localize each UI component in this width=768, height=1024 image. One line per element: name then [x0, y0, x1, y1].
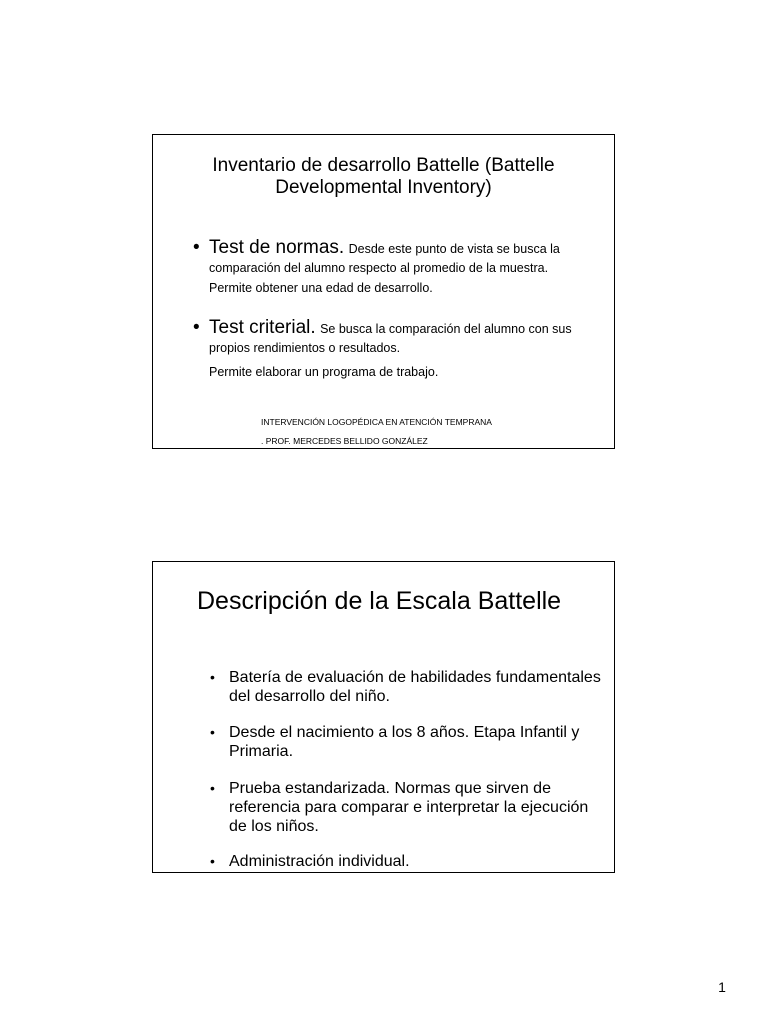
bullet-marker: • — [210, 724, 215, 740]
bullet-marker: • — [210, 853, 215, 869]
slide-2 — [152, 561, 615, 873]
bullet-marker: • — [193, 237, 200, 258]
slide-2-bullet — [210, 668, 608, 706]
slide-1-footer-author: . PROF. MERCEDES BELLIDO GONZÁLEZ — [261, 436, 428, 446]
bullet-text: Batería de evaluación de habilidades fundamentales del desarrollo del niño. — [229, 669, 601, 705]
bullet-text: Administración individual. — [229, 853, 410, 870]
slide-2-bullet — [210, 852, 608, 871]
slide-1-title: Inventario de desarrollo Battelle (Battelle Developmental Inventory) — [212, 155, 555, 198]
bullet-marker: • — [193, 317, 200, 338]
slide-1-footer-course: INTERVENCIÓN LOGOPÉDICA EN ATENCIÓN TEMPRANA — [261, 417, 492, 427]
bullet-lead: Test criterial. — [209, 317, 316, 338]
slide-2-bullet — [210, 779, 608, 836]
bullet-lead: Test de normas. — [209, 237, 345, 258]
bullet-extra: Permite elaborar un programa de trabajo. — [209, 365, 439, 379]
bullet-marker: • — [210, 669, 215, 685]
bullet-marker: • — [210, 780, 215, 796]
bullet-text: Prueba estandarizada. Normas que sirven de referencia para comparar e interpretar la ejecución de los niños. — [229, 780, 589, 835]
slide-2-title: Descripción de la Escala Battelle — [197, 587, 562, 615]
bullet-text: Desde el nacimiento a los 8 años. Etapa Infantil y Primaria. — [229, 724, 580, 760]
bullet-text: Desde este punto de vista se busca la comparación del alumno respecto al promedio de la muestra. — [209, 242, 560, 275]
slide-1 — [152, 134, 615, 449]
bullet-extra: Permite obtener una edad de desarrollo. — [209, 281, 433, 295]
slide-2-bullet — [210, 723, 608, 761]
slide-1-bullet-test-de-normas — [193, 237, 608, 297]
bullet-text: Se busca la comparación del alumno con sus propios rendimientos o resultados. — [209, 322, 572, 355]
page-number: 1 — [718, 979, 726, 995]
slide-1-bullet-test-criterial — [193, 317, 608, 381]
